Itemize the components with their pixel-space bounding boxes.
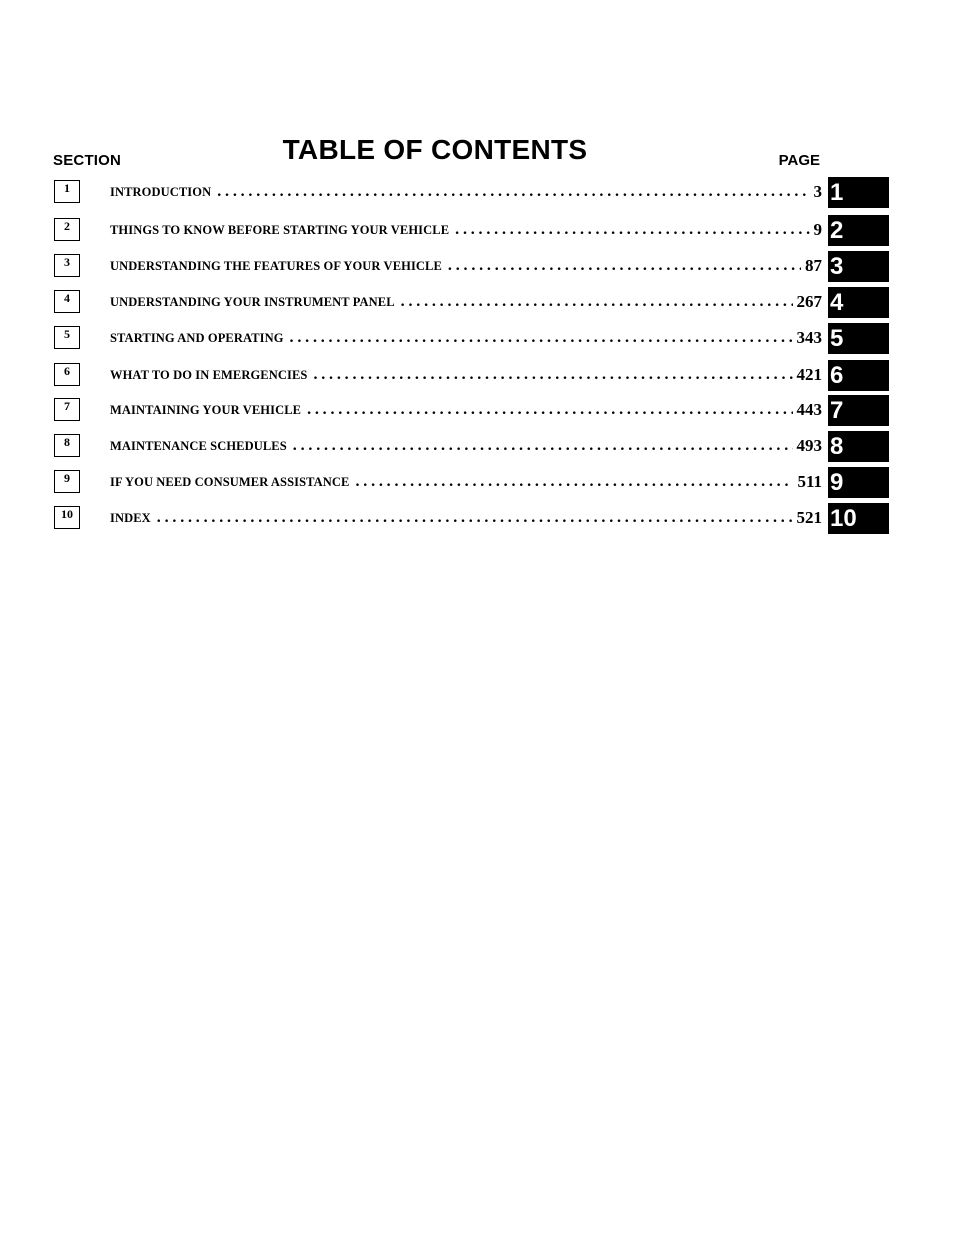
section-tab[interactable]: 9	[828, 467, 889, 498]
dot-leader	[157, 503, 793, 533]
toc-row[interactable]	[0, 431, 960, 465]
toc-entry-page[interactable]: 267	[796, 292, 822, 311]
page-column-header: PAGE	[778, 152, 820, 169]
section-tab[interactable]: 5	[828, 323, 889, 354]
toc-entry[interactable]	[110, 177, 822, 207]
toc-entry-title[interactable]: UNDERSTANDING YOUR INSTRUMENT PANEL	[110, 294, 395, 309]
dot-leader	[313, 360, 792, 390]
dot-leader	[401, 287, 793, 317]
section-number-box: 1	[54, 180, 80, 203]
toc-entry[interactable]	[110, 467, 822, 497]
toc-entry-title[interactable]: THINGS TO KNOW BEFORE STARTING YOUR VEHICLE	[110, 222, 450, 237]
section-number-box: 2	[54, 218, 80, 241]
toc-entry[interactable]	[110, 431, 822, 461]
section-column-header: SECTION	[53, 152, 122, 169]
toc-entry-title[interactable]: MAINTAINING YOUR VEHICLE	[110, 402, 302, 417]
section-tab[interactable]: 10	[828, 503, 889, 534]
toc-entry-title[interactable]: INTRODUCTION	[110, 184, 212, 199]
section-number-box: 7	[54, 398, 80, 421]
section-tab[interactable]: 4	[828, 287, 889, 318]
toc-row[interactable]	[0, 467, 960, 501]
toc-row[interactable]	[0, 287, 960, 321]
section-number-box: 4	[54, 290, 80, 313]
toc-entry-title[interactable]: MAINTENANCE SCHEDULES	[110, 438, 287, 453]
toc-row[interactable]	[0, 215, 960, 249]
section-number-box: 3	[54, 254, 80, 277]
toc-entry-title[interactable]: INDEX	[110, 510, 151, 525]
toc-entry-page[interactable]: 421	[796, 365, 822, 384]
toc-row[interactable]	[0, 395, 960, 429]
toc-entry[interactable]	[110, 251, 822, 281]
toc-entry-title[interactable]: STARTING AND OPERATING	[110, 330, 284, 345]
toc-entry[interactable]	[110, 360, 822, 390]
dot-leader	[355, 467, 793, 497]
toc-row[interactable]	[0, 503, 960, 537]
toc-entry-page[interactable]: 511	[797, 472, 822, 491]
section-tab[interactable]: 6	[828, 360, 889, 391]
section-tab[interactable]: 7	[828, 395, 889, 426]
dot-leader	[293, 431, 793, 461]
section-number-box: 10	[54, 506, 80, 529]
dot-leader	[455, 215, 809, 245]
section-tab[interactable]: 8	[828, 431, 889, 462]
toc-row[interactable]	[0, 323, 960, 357]
toc-entry-page[interactable]: 521	[796, 508, 822, 527]
toc-entry[interactable]	[110, 287, 822, 317]
section-tab[interactable]: 1	[828, 177, 889, 208]
section-tab[interactable]: 3	[828, 251, 889, 282]
toc-row[interactable]	[0, 177, 960, 211]
toc-entry-page[interactable]: 9	[813, 220, 822, 239]
dot-leader	[217, 177, 809, 207]
toc-entry-page[interactable]: 493	[796, 436, 822, 455]
page-title: TABLE OF CONTENTS	[282, 134, 588, 165]
toc-entry[interactable]	[110, 215, 822, 245]
toc-entry-page[interactable]: 343	[796, 328, 822, 347]
section-number-box: 5	[54, 326, 80, 349]
toc-entry-page[interactable]: 443	[796, 400, 822, 419]
section-number-box: 6	[54, 363, 80, 386]
section-number-box: 8	[54, 434, 80, 457]
toc-entry-page[interactable]: 3	[813, 182, 822, 201]
section-number-box: 9	[54, 470, 80, 493]
toc-entry[interactable]	[110, 323, 822, 353]
toc-row[interactable]	[0, 360, 960, 394]
toc-entry[interactable]	[110, 503, 822, 533]
toc-row[interactable]	[0, 251, 960, 285]
toc-entry-title[interactable]: WHAT TO DO IN EMERGENCIES	[110, 367, 308, 382]
toc-entry-page[interactable]: 87	[805, 256, 822, 275]
dot-leader	[448, 251, 801, 281]
toc-entry-title[interactable]: IF YOU NEED CONSUMER ASSISTANCE	[110, 474, 350, 489]
section-tab[interactable]: 2	[828, 215, 889, 246]
toc-entry[interactable]	[110, 395, 822, 425]
toc-entry-title[interactable]: UNDERSTANDING THE FEATURES OF YOUR VEHICLE	[110, 258, 442, 273]
dot-leader	[290, 323, 793, 353]
dot-leader	[307, 395, 792, 425]
